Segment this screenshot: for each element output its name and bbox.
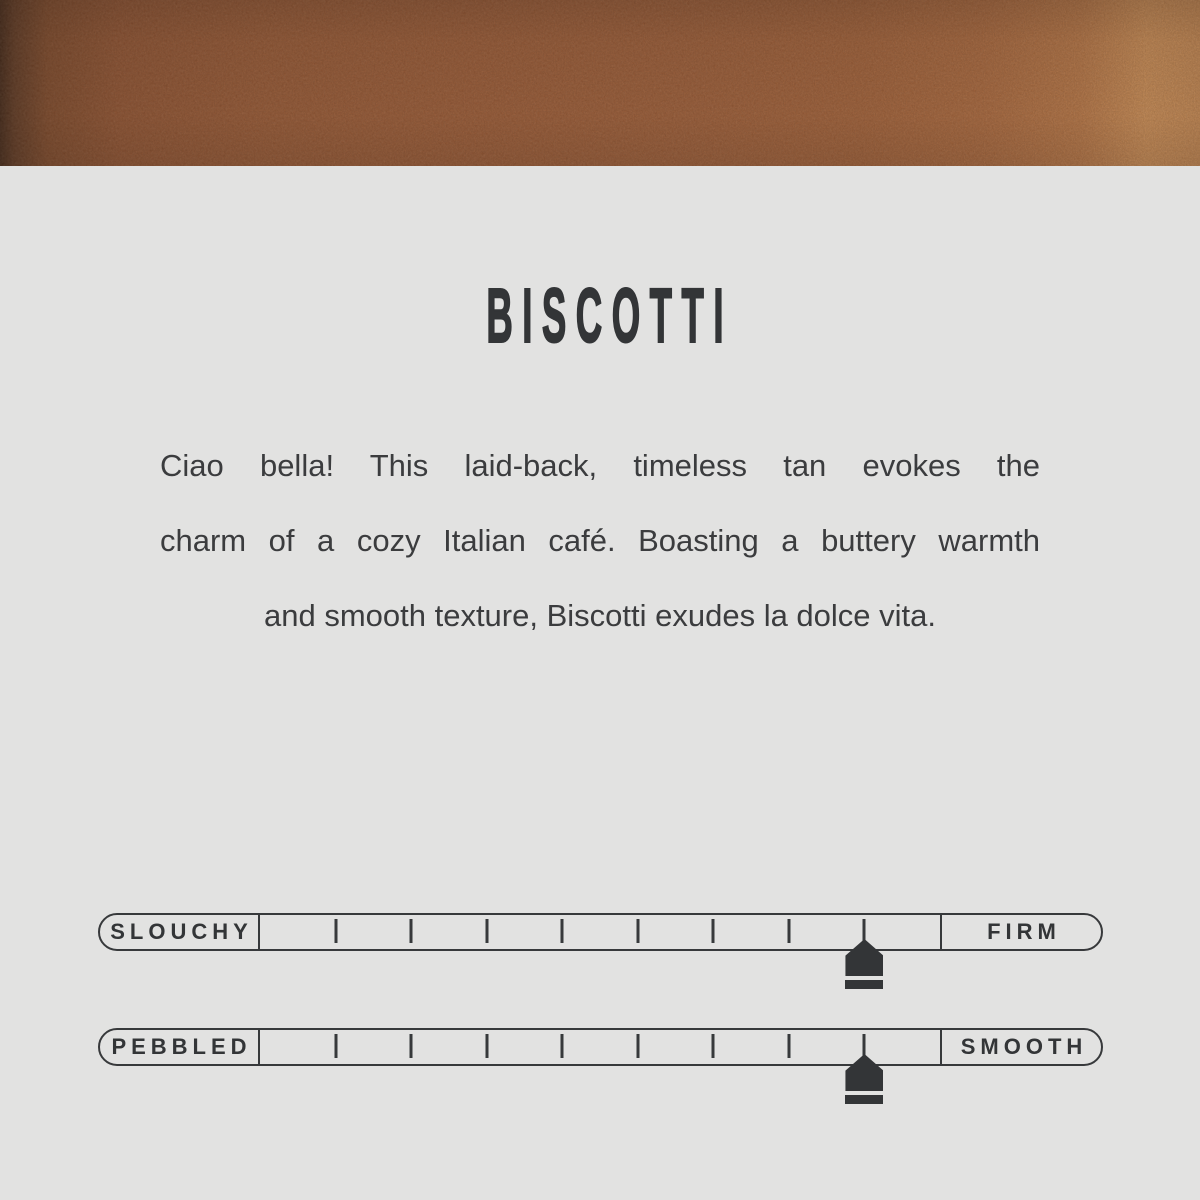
firmness-slider bbox=[98, 913, 1103, 951]
tick-mark bbox=[485, 1034, 488, 1058]
tick-mark bbox=[561, 1034, 564, 1058]
tick-mark bbox=[636, 1034, 639, 1058]
scale-track bbox=[260, 915, 940, 949]
leather-texture-image bbox=[0, 0, 1200, 166]
description-line: Ciao bella! This laid-back, timeless tan evokes the bbox=[160, 448, 1040, 483]
scale-left-label bbox=[100, 1030, 260, 1064]
tick-mark bbox=[485, 919, 488, 943]
tick-mark bbox=[410, 1034, 413, 1058]
marker-bar bbox=[845, 1095, 883, 1104]
leather-swatch-photo bbox=[0, 0, 1200, 166]
color-name-title bbox=[0, 273, 1200, 359]
scale-right-label-text: SMOOTH bbox=[960, 1034, 1088, 1059]
tick-mark bbox=[712, 919, 715, 943]
scale-value-marker bbox=[845, 939, 883, 989]
scale-left-label bbox=[100, 915, 260, 949]
scale-track bbox=[260, 1030, 940, 1064]
color-name-text: BISCOTTI bbox=[486, 273, 734, 359]
description-line: and smooth texture, Biscotti exudes la dolce vita. bbox=[263, 598, 937, 633]
description-line: charm of a cozy Italian café. Boasting a buttery warmth bbox=[160, 523, 1040, 558]
tick-mark bbox=[410, 919, 413, 943]
scale-left-label-text: PEBBLED bbox=[111, 1034, 252, 1059]
marker-nib bbox=[845, 939, 883, 976]
scale-right-label bbox=[940, 915, 1101, 949]
scale-right-label-text: FIRM bbox=[987, 919, 1061, 944]
scale-right-label bbox=[940, 1030, 1101, 1064]
scale-left-label-text: SLOUCHY bbox=[110, 919, 253, 944]
tick-mark bbox=[334, 919, 337, 943]
attribute-scales bbox=[0, 913, 1200, 1066]
scale-value-marker bbox=[845, 1054, 883, 1104]
tick-mark bbox=[712, 1034, 715, 1058]
color-description bbox=[160, 428, 1040, 653]
marker-nib bbox=[845, 1054, 883, 1091]
tick-mark bbox=[561, 919, 564, 943]
tick-mark bbox=[334, 1034, 337, 1058]
texture-slider bbox=[98, 1028, 1103, 1066]
tick-mark bbox=[787, 1034, 790, 1058]
tick-mark bbox=[787, 919, 790, 943]
marker-bar bbox=[845, 980, 883, 989]
tick-mark bbox=[636, 919, 639, 943]
